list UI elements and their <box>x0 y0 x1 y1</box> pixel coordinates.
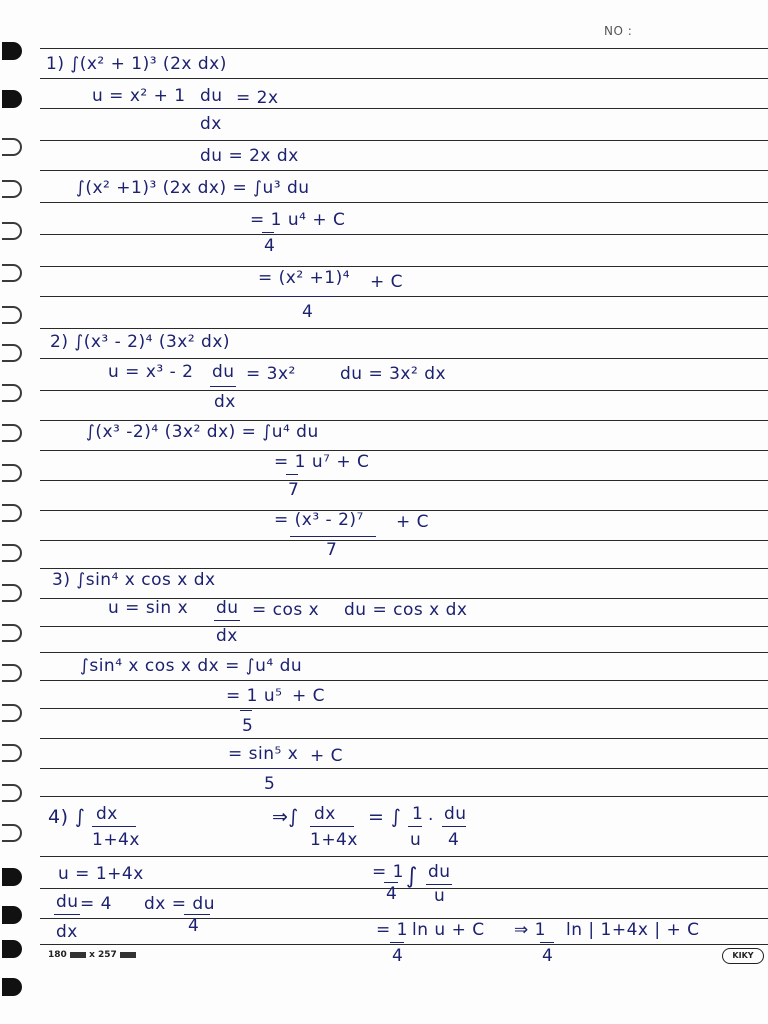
fraction-bar <box>390 942 404 943</box>
fraction-bar <box>184 914 210 915</box>
binder-ring-icon <box>2 824 22 842</box>
du-over-u-numerator: du <box>428 862 451 882</box>
binder-ring-icon <box>2 868 22 886</box>
differential: du = 2x dx <box>200 146 299 166</box>
fraction-bar <box>54 914 80 915</box>
ruled-line <box>40 540 768 541</box>
factor-numerator: 1 <box>412 804 424 824</box>
ruled-line <box>40 768 768 769</box>
fraction-bar <box>310 826 354 827</box>
binder-ring-icon <box>2 464 22 482</box>
integral-substituted: ∫(x³ -2)⁴ (3x² dx) = ∫u⁴ du <box>86 422 319 442</box>
binder-ring-icon <box>2 978 22 996</box>
fraction-bar <box>384 882 398 883</box>
binder-ring-icon <box>2 384 22 402</box>
ruled-line <box>40 48 768 49</box>
problem-4-substitution: u = 1+4x <box>58 864 144 884</box>
final-result: ln | 1+4x | + C <box>566 920 700 940</box>
ruled-line <box>40 108 768 109</box>
ruled-line <box>40 568 768 569</box>
binder-ring-icon <box>2 584 22 602</box>
differential: du = 3x² dx <box>340 364 447 384</box>
du-over-u-denominator: u <box>434 886 446 906</box>
fraction-bar <box>408 826 422 827</box>
ruled-line <box>40 234 768 235</box>
ruled-line <box>40 140 768 141</box>
ruled-line <box>40 78 768 79</box>
problem-3-statement: 3) ∫sin⁴ x cos x dx <box>52 570 216 590</box>
ruled-line <box>40 202 768 203</box>
rewrite-denominator: 1+4x <box>310 830 358 850</box>
page-size-width: 180 <box>48 950 67 960</box>
fraction-bar <box>92 826 136 827</box>
mm-icon <box>120 952 136 958</box>
binder-ring-icon <box>2 504 22 522</box>
result-factor-denominator: 4 <box>392 946 404 966</box>
problem-2-statement: 2) ∫(x³ - 2)⁴ (3x² dx) <box>50 332 231 352</box>
ruled-line <box>40 918 768 919</box>
constant-factor-denominator: 4 <box>386 884 398 904</box>
ruled-line <box>40 420 768 421</box>
ruled-line <box>40 652 768 653</box>
fraction-bar <box>268 296 334 297</box>
antiderivative-step: = 1 u⁷ + C <box>274 452 370 472</box>
fraction-bar <box>210 386 236 387</box>
fraction-bar <box>214 620 240 621</box>
binder-ring-icon <box>2 744 22 762</box>
dx-solution-denominator: 4 <box>188 916 200 936</box>
problem-2-substitution: u = x³ - 2 <box>108 362 194 382</box>
ruled-line <box>40 708 768 709</box>
rewrite-numerator: dx <box>314 804 336 824</box>
problem-1-substitution: u = x² + 1 <box>92 86 186 106</box>
du-value: = 4 <box>80 894 112 914</box>
ruled-line <box>40 266 768 267</box>
binder-ring-icon <box>2 306 22 324</box>
ruled-line <box>40 358 768 359</box>
rewrite-arrow: ⇒∫ <box>272 806 299 828</box>
fraction-bar <box>240 710 252 711</box>
final-result-arrow: ⇒ 1 <box>514 920 546 940</box>
derivative-value: = 2x <box>236 88 279 108</box>
page-size-label <box>48 950 136 960</box>
ruled-line <box>40 328 768 329</box>
ruled-line <box>40 170 768 171</box>
final-answer-numerator: = (x³ - 2)⁷ <box>274 510 364 530</box>
binder-ring-icon <box>2 264 22 282</box>
final-answer-numerator: = (x² +1)⁴ <box>258 268 351 288</box>
du-label: du <box>56 892 79 912</box>
binder-ring-icon <box>2 544 22 562</box>
derivative-value: = cos x <box>252 600 320 620</box>
final-answer-denominator: 4 <box>302 302 314 322</box>
derivative-denominator: dx <box>216 626 238 646</box>
fraction-bar <box>426 884 452 885</box>
ruled-line <box>40 450 768 451</box>
final-answer-denominator: 5 <box>264 774 276 794</box>
problem-4-label: 4) ∫ <box>48 806 86 828</box>
antiderivative-denominator: 7 <box>288 480 300 500</box>
binder-ring-icon <box>2 222 22 240</box>
ruled-line <box>40 796 768 797</box>
mm-icon <box>70 952 86 958</box>
ruled-line <box>40 626 768 627</box>
antiderivative-step: = 1 u⁵ <box>226 686 283 706</box>
final-answer-constant: + C <box>310 746 344 766</box>
derivative-numerator: du <box>212 362 235 382</box>
antiderivative-denominator: 5 <box>242 716 254 736</box>
ruled-line <box>40 510 768 511</box>
brand-logo: KIKY <box>722 948 764 964</box>
ruled-line <box>40 888 768 889</box>
factor-denominator: u <box>410 830 422 850</box>
differential: du = cos x dx <box>344 600 468 620</box>
final-answer-denominator: 7 <box>326 540 338 560</box>
fraction-bar <box>198 108 224 109</box>
binder-ring-icon <box>2 940 22 958</box>
result-factor: = 1 <box>376 920 408 940</box>
problem-1-statement: 1) ∫(x² + 1)³ (2x dx) <box>46 54 227 74</box>
ruled-line <box>40 390 768 391</box>
binder-ring-icon <box>2 138 22 156</box>
derivative-denominator: dx <box>214 392 236 412</box>
binder-ring-icon <box>2 42 22 60</box>
derivative-denominator: dx <box>200 114 222 134</box>
problem-4-denominator: 1+4x <box>92 830 140 850</box>
integral-substituted: ∫sin⁴ x cos x dx = ∫u⁴ du <box>80 656 303 676</box>
final-answer-constant: + C <box>396 512 430 532</box>
fraction-bar <box>442 826 466 827</box>
binder-ring-icon <box>2 180 22 198</box>
page-size-height: x 257 <box>89 950 117 960</box>
binder-ring-icon <box>2 90 22 108</box>
page-number-label: NO : <box>604 24 633 38</box>
derivative-value: = 3x² <box>246 364 296 384</box>
result-ln: ln u + C <box>412 920 485 940</box>
fraction-bar <box>286 474 298 475</box>
dx-denominator: dx <box>56 922 78 942</box>
multiply-dot: · <box>428 810 434 830</box>
fraction-bar <box>540 942 554 943</box>
ruled-line <box>40 296 768 297</box>
fraction-bar <box>262 232 274 233</box>
problem-3-substitution: u = sin x <box>108 598 189 618</box>
du-numerator: du <box>444 804 467 824</box>
integral-sign: ∫ <box>406 864 418 889</box>
fraction-bar <box>242 768 302 769</box>
binder-ring-icon <box>2 424 22 442</box>
final-result-denominator: 4 <box>542 946 554 966</box>
ruled-line <box>40 680 768 681</box>
derivative-numerator: du <box>216 598 239 618</box>
antiderivative-step: = 1 u⁴ + C <box>250 210 346 230</box>
binder-ring-icon <box>2 624 22 642</box>
equals-integral: = ∫ <box>368 806 402 828</box>
ruled-line <box>40 480 768 481</box>
antiderivative-denominator: 4 <box>264 236 276 256</box>
constant-factor: = 1 <box>372 862 404 882</box>
ruled-line <box>40 856 768 857</box>
binder-ring-icon <box>2 344 22 362</box>
final-answer-numerator: = sin⁵ x <box>228 744 299 764</box>
problem-4-numerator: dx <box>96 804 118 824</box>
binder-ring-icon <box>2 784 22 802</box>
derivative-numerator: du <box>200 86 223 106</box>
binder-ring-icon <box>2 906 22 924</box>
final-answer-constant: + C <box>370 272 404 292</box>
antiderivative-constant: + C <box>292 686 326 706</box>
binder-ring-icon <box>2 704 22 722</box>
ruled-line <box>40 738 768 739</box>
ruled-line <box>40 944 768 945</box>
fraction-bar <box>290 536 376 537</box>
du-denominator: 4 <box>448 830 460 850</box>
dx-solution: dx = du <box>144 894 215 914</box>
integral-substituted: ∫(x² +1)³ (2x dx) = ∫u³ du <box>76 178 310 198</box>
binder-ring-icon <box>2 664 22 682</box>
